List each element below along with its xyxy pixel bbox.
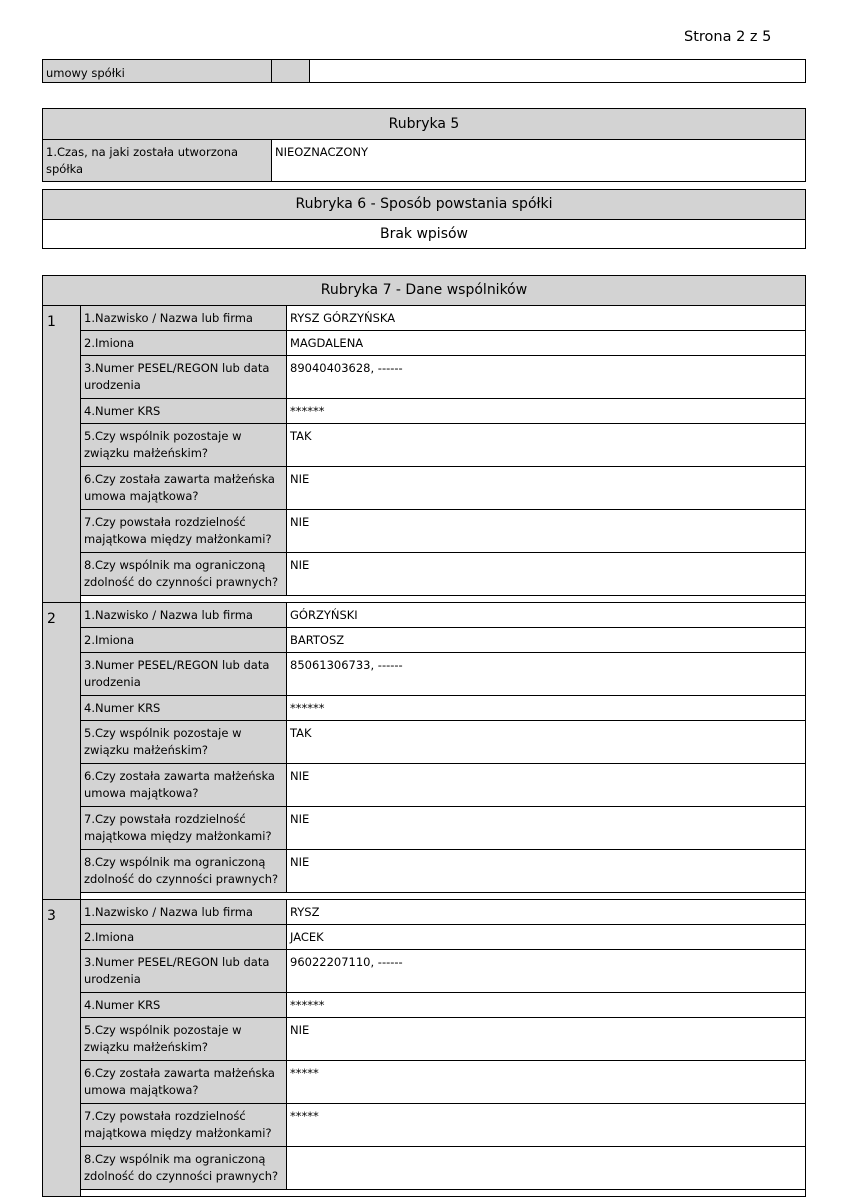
rubryka5-table [42, 108, 806, 182]
top-fragment-value [310, 60, 806, 83]
partner-field-label: 2.Imiona [81, 331, 287, 356]
partner-field-label: 7.Czy powstała rozdzielność majątkowa między małżonkami? [81, 510, 287, 553]
partner-separator [43, 893, 806, 900]
partner-field-label: 1.Nazwisko / Nazwa lub firma [81, 900, 287, 925]
partner-field-label: 4.Numer KRS [81, 993, 287, 1018]
partner-number: 3 [43, 900, 81, 1197]
partner-field-value: NIE [287, 850, 806, 893]
partner-field-label: 3.Numer PESEL/REGON lub data urodzenia [81, 356, 287, 399]
partner-row [43, 950, 806, 993]
partner-row [43, 993, 806, 1018]
partner-row [43, 807, 806, 850]
partner-row [43, 628, 806, 653]
partner-row [43, 356, 806, 399]
partner-field-value: NIE [287, 467, 806, 510]
top-fragment-label: umowy spółki [43, 60, 272, 83]
rubryka5-row-label: 1.Czas, na jaki została utworzona spółka [43, 140, 272, 182]
partner-field-value: 89040403628, ------ [287, 356, 806, 399]
partner-number: 2 [43, 603, 81, 900]
partner-field-label: 6.Czy została zawarta małżeńska umowa majątkowa? [81, 764, 287, 807]
rubryka6-note: Brak wpisów [43, 220, 806, 249]
top-fragment-spacer-cell [272, 60, 310, 83]
partner-field-label: 7.Czy powstała rozdzielność majątkowa między małżonkami? [81, 1104, 287, 1147]
partner-field-value: MAGDALENA [287, 331, 806, 356]
partner-field-value [287, 1147, 806, 1190]
partner-field-value: 96022207110, ------ [287, 950, 806, 993]
partner-field-value: NIE [287, 1018, 806, 1061]
partner-field-label: 5.Czy wspólnik pozostaje w związku małżeńskim? [81, 1018, 287, 1061]
partner-field-label: 2.Imiona [81, 925, 287, 950]
partner-field-label: 3.Numer PESEL/REGON lub data urodzenia [81, 950, 287, 993]
partner-row [43, 696, 806, 721]
partner-field-label: 8.Czy wspólnik ma ograniczoną zdolność do czynności prawnych? [81, 553, 287, 596]
partner-field-label: 1.Nazwisko / Nazwa lub firma [81, 603, 287, 628]
partner-row [43, 553, 806, 596]
rubryka7-table [42, 275, 806, 1197]
partner-field-value: RYSZ GÓRZYŃSKA [287, 306, 806, 331]
rubryka6-table [42, 189, 806, 249]
partner-row [43, 764, 806, 807]
partner-field-label: 7.Czy powstała rozdzielność majątkowa między małżonkami? [81, 807, 287, 850]
partner-field-value: ****** [287, 399, 806, 424]
partner-field-label: 6.Czy została zawarta małżeńska umowa majątkowa? [81, 467, 287, 510]
partner-row [43, 1061, 806, 1104]
partner-row [43, 1018, 806, 1061]
partner-row [43, 510, 806, 553]
partner-field-label: 8.Czy wspólnik ma ograniczoną zdolność do czynności prawnych? [81, 850, 287, 893]
partner-field-value: 85061306733, ------ [287, 653, 806, 696]
partner-field-value: ****** [287, 696, 806, 721]
partner-row [43, 900, 806, 925]
partner-row [43, 424, 806, 467]
partner-row [43, 467, 806, 510]
partner-field-value: TAK [287, 424, 806, 467]
partner-field-label: 3.Numer PESEL/REGON lub data urodzenia [81, 653, 287, 696]
partner-field-label: 1.Nazwisko / Nazwa lub firma [81, 306, 287, 331]
partner-separator [43, 1190, 806, 1197]
partner-field-value: TAK [287, 721, 806, 764]
partner-separator-cell [81, 1190, 806, 1197]
partner-row [43, 1104, 806, 1147]
partner-field-label: 5.Czy wspólnik pozostaje w związku małżeńskim? [81, 424, 287, 467]
top-fragment-table [42, 59, 806, 83]
rubryka5-row-value: NIEOZNACZONY [272, 140, 806, 182]
partner-row [43, 306, 806, 331]
partner-field-value: ****** [287, 993, 806, 1018]
partner-separator [43, 596, 806, 603]
rubryka6-title: Rubryka 6 - Sposób powstania spółki [43, 190, 806, 220]
partner-field-value: NIE [287, 807, 806, 850]
partner-field-label: 6.Czy została zawarta małżeńska umowa majątkowa? [81, 1061, 287, 1104]
page-number: Strona 2 z 5 [684, 29, 772, 45]
partner-row [43, 925, 806, 950]
partner-row [43, 721, 806, 764]
rubryka7-title: Rubryka 7 - Dane wspólników [43, 276, 806, 306]
partner-separator-cell [81, 596, 806, 603]
partner-row [43, 603, 806, 628]
partner-field-value: ***** [287, 1061, 806, 1104]
partner-field-value: RYSZ [287, 900, 806, 925]
partner-field-value: BARTOSZ [287, 628, 806, 653]
partner-field-value: JACEK [287, 925, 806, 950]
partner-field-value: NIE [287, 510, 806, 553]
partner-row [43, 850, 806, 893]
partner-row [43, 331, 806, 356]
partner-row [43, 1147, 806, 1190]
partner-row [43, 653, 806, 696]
partner-separator-cell [81, 893, 806, 900]
partner-number: 1 [43, 306, 81, 603]
partner-field-label: 4.Numer KRS [81, 696, 287, 721]
rubryka5-title: Rubryka 5 [43, 109, 806, 140]
partner-row [43, 399, 806, 424]
partner-field-label: 8.Czy wspólnik ma ograniczoną zdolność do czynności prawnych? [81, 1147, 287, 1190]
partner-field-label: 2.Imiona [81, 628, 287, 653]
partner-field-label: 4.Numer KRS [81, 399, 287, 424]
partner-field-value: NIE [287, 553, 806, 596]
partner-field-value: GÓRZYŃSKI [287, 603, 806, 628]
partner-field-value: NIE [287, 764, 806, 807]
partner-field-value: ***** [287, 1104, 806, 1147]
partner-field-label: 5.Czy wspólnik pozostaje w związku małżeńskim? [81, 721, 287, 764]
